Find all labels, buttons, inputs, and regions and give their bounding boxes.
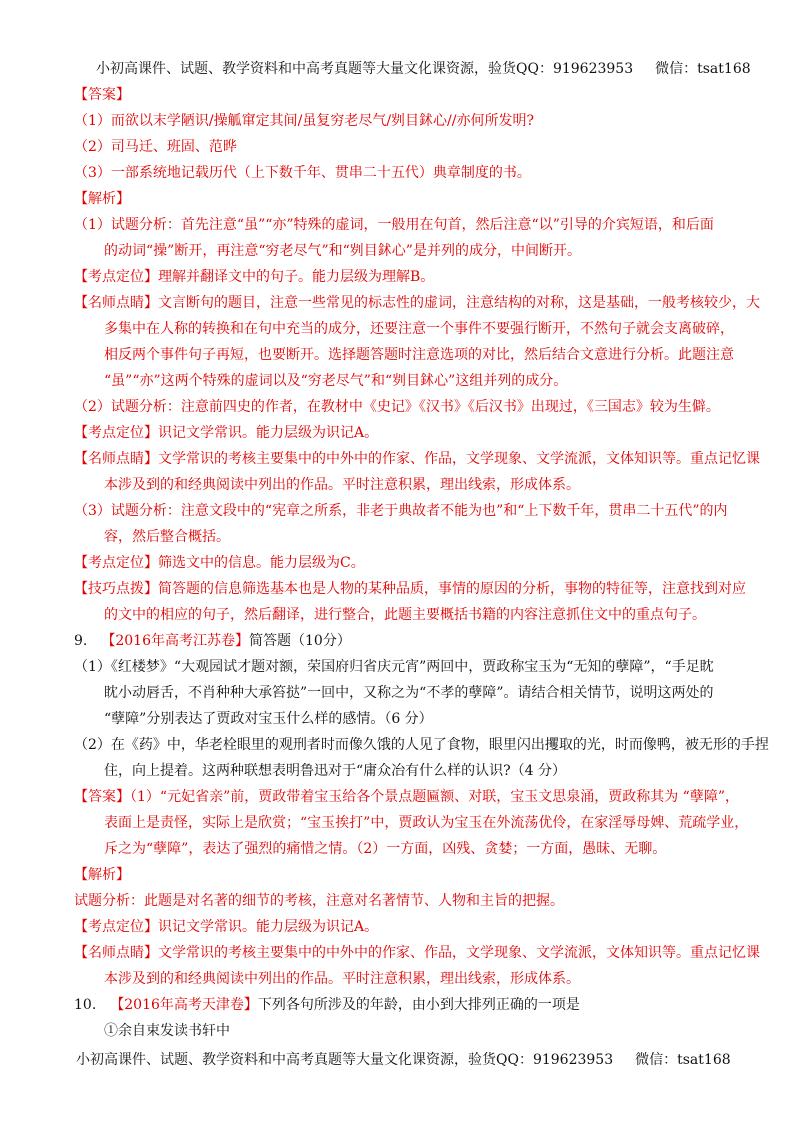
question-number: 10. [74,997,111,1013]
text-line [74,524,734,550]
text-line [74,394,734,420]
question-number: 9. [74,633,102,649]
text-line [74,342,734,368]
text-line [74,420,734,446]
line-text: 的动词“操”断开，再注意“穷老尽气”和“刿目鉥心”是并列的成分，中间断开。 [104,243,581,259]
line-text: （2）司马迁、班固、范晔 [74,139,237,155]
line-text: 下列各句所涉及的年龄，由小到大排列正确的一项是 [257,997,580,1013]
text-line [74,160,734,186]
line-text: 【考点定位】筛选文中的信息。能力层级为C。 [74,555,365,571]
page-footer [76,1049,731,1069]
line-text: 【考点定位】识记文学常识。能力层级为识记A。 [74,425,379,441]
source-tag: 【2016年高考江苏卷】 [101,633,249,649]
text-line [74,1018,734,1044]
line-text: （1）试题分析：首先注意“虽”“亦”特殊的虚词，一般用在句首，然后注意“以”引导的介宾短语，和后面 [74,217,714,233]
footer-wechat: 微信：tsat168 [635,1052,731,1068]
line-text: “虽”“亦”这两个特殊的虚词以及“穷老尽气”和“刿目鉥心”这组并列的成分。 [104,373,568,389]
line-text: （2）在《药》中，华老栓眼里的观刑者时而像久饿的人见了食物，眼里闪出攫取的光，时而像鸭，被无形的手捏 [74,737,769,753]
line-text: 【答案】（1）“元妃省亲”前，贾政带着宝玉给各个景点题匾额、对联，宝玉文思泉涌，贾政称其为 “孽障”， [74,789,739,805]
line-text: 斥之为“孽障”，表达了强烈的痛惜之情。（2）一方面，凶残、贪婪；一方面，愚昧、无聊。 [104,841,667,857]
text-line [74,82,734,108]
line-text: 眈小动唇舌，不肖种种大承笞挞”一回中，又称之为“不孝的孽障”。请结合相关情节，说明这两处的 [104,685,714,701]
text-line [74,446,760,472]
text-line [74,992,734,1018]
text-line [74,966,734,992]
line-text: （3）试题分析：注意文段中的“宪章之所系，非老于典故者不能为也”和“上下数千年，贯串二十五代”的内 [74,503,728,519]
text-line [74,654,734,680]
line-text: 【名师点睛】文言断句的题目，注意一些常见的标志性的虚词，注意结构的对称，这是基础，一般考核较少，大 [74,295,760,311]
line-text: 容，然后整合概括。 [104,529,230,545]
footer-text: 小初高课件、试题、教学资料和中高考真题等大量文化课资源，验货QQ：919623953 [76,1052,614,1068]
source-tag: 【2016年高考天津卷】 [110,997,258,1013]
line-text: （1）《红楼梦》“大观园试才题对额，荣国府归省庆元宵”两回中，贾政称宝玉为“无知的孽障”，“手足眈 [74,659,714,675]
text-line [74,212,734,238]
line-text: 【名师点睛】文学常识的考核主要集中的中外中的作家、作品，文学现象、文学流派，文体知识等。重点记忆课 [74,945,760,961]
line-text: 【名师点睛】文学常识的考核主要集中的中外中的作家、作品，文学现象、文学流派，文体知识等。重点记忆课 [74,451,760,467]
text-line [74,108,734,134]
line-text: 【答案】 [74,87,130,103]
line-text: 的文中的相应的句子，然后翻译，进行整合，此题主要概括书籍的内容注意抓住文中的重点句子。 [104,607,706,623]
line-text: （2）试题分析：注意前四史的作者，在教材中《史记》《汉书》《后汉书》出现过，《三国志》较为生僻。 [74,399,720,415]
text-line [74,732,769,758]
text-line [74,290,760,316]
text-line [74,576,746,602]
text-line [74,550,734,576]
text-line [74,810,749,836]
line-text: 本涉及到的和经典阅读中列出的作品。平时注意积累，理出线索，形成体系。 [104,971,580,987]
line-text: 【技巧点拨】简答题的信息筛选基本也是人物的某种品质，事情的原因的分析，事物的特征等，注意找到对应 [74,581,746,597]
text-line [74,368,734,394]
text-line [74,316,734,342]
line-text: 【考点定位】识记文学常识。能力层级为识记A。 [74,919,379,935]
line-text: 表面上是责怪，实际上是欣赏；“宝玉挨打”中，贾政认为宝玉在外流荡优伶，在家淫辱母婢、荒疏学业， [104,815,749,831]
header-text: 小初高课件、试题、教学资料和中高考真题等大量文化课资源，验货QQ：919623953 [96,61,634,77]
text-line [74,134,734,160]
text-line [74,758,734,784]
text-line [74,888,734,914]
page-header [96,58,751,78]
line-text: 【解析】 [74,191,130,207]
line-text: 多集中在人称的转换和在句中充当的成分，还要注意一个事件不要强行断开，不然句子就会支离破碎， [104,321,734,337]
line-text: ①余自束发读书轩中 [104,1023,230,1039]
line-text: “孽障”分别表达了贾政对宝玉什么样的感情。（6 分） [104,711,433,727]
text-line [74,784,739,810]
text-line [74,264,734,290]
line-text: 住，向上提着。这两种联想表明鲁迅对于“庸众冶有什么样的认识?（4 分） [104,763,567,779]
text-line [74,836,734,862]
line-text: （3）一部系统地记载历代（上下数千年、贯串二十五代）典章制度的书。 [74,165,531,181]
line-text: （1）而欲以末学陋识/操觚窜定其间/虽复穷老尽气/刿目鉥心//亦何所发明? [74,113,534,129]
line-text: 相反两个事件句子再短，也要断开。选择题答题时注意选项的对比，然后结合文意进行分析。此题注意 [104,347,734,363]
text-line [74,914,734,940]
text-line [74,706,734,732]
document-body [74,82,769,1044]
text-line [74,498,734,524]
text-line [74,628,734,654]
line-text: 【解析】 [74,867,130,883]
text-line [74,940,760,966]
text-line [74,602,734,628]
text-line [74,862,734,888]
line-text: 本涉及到的和经典阅读中列出的作品。平时注意积累，理出线索，形成体系。 [104,477,580,493]
text-line [74,238,734,264]
line-text: 【考点定位】理解并翻译文中的句子。能力层级为理解B。 [74,269,435,285]
text-line [74,186,734,212]
header-wechat: 微信：tsat168 [655,61,751,77]
line-text: 简答题（10分） [249,633,351,649]
text-line [74,472,734,498]
line-text: 试题分析：此题是对名著的细节的考核，注意对名著情节、人物和主旨的把握。 [74,893,564,909]
text-line [74,680,734,706]
